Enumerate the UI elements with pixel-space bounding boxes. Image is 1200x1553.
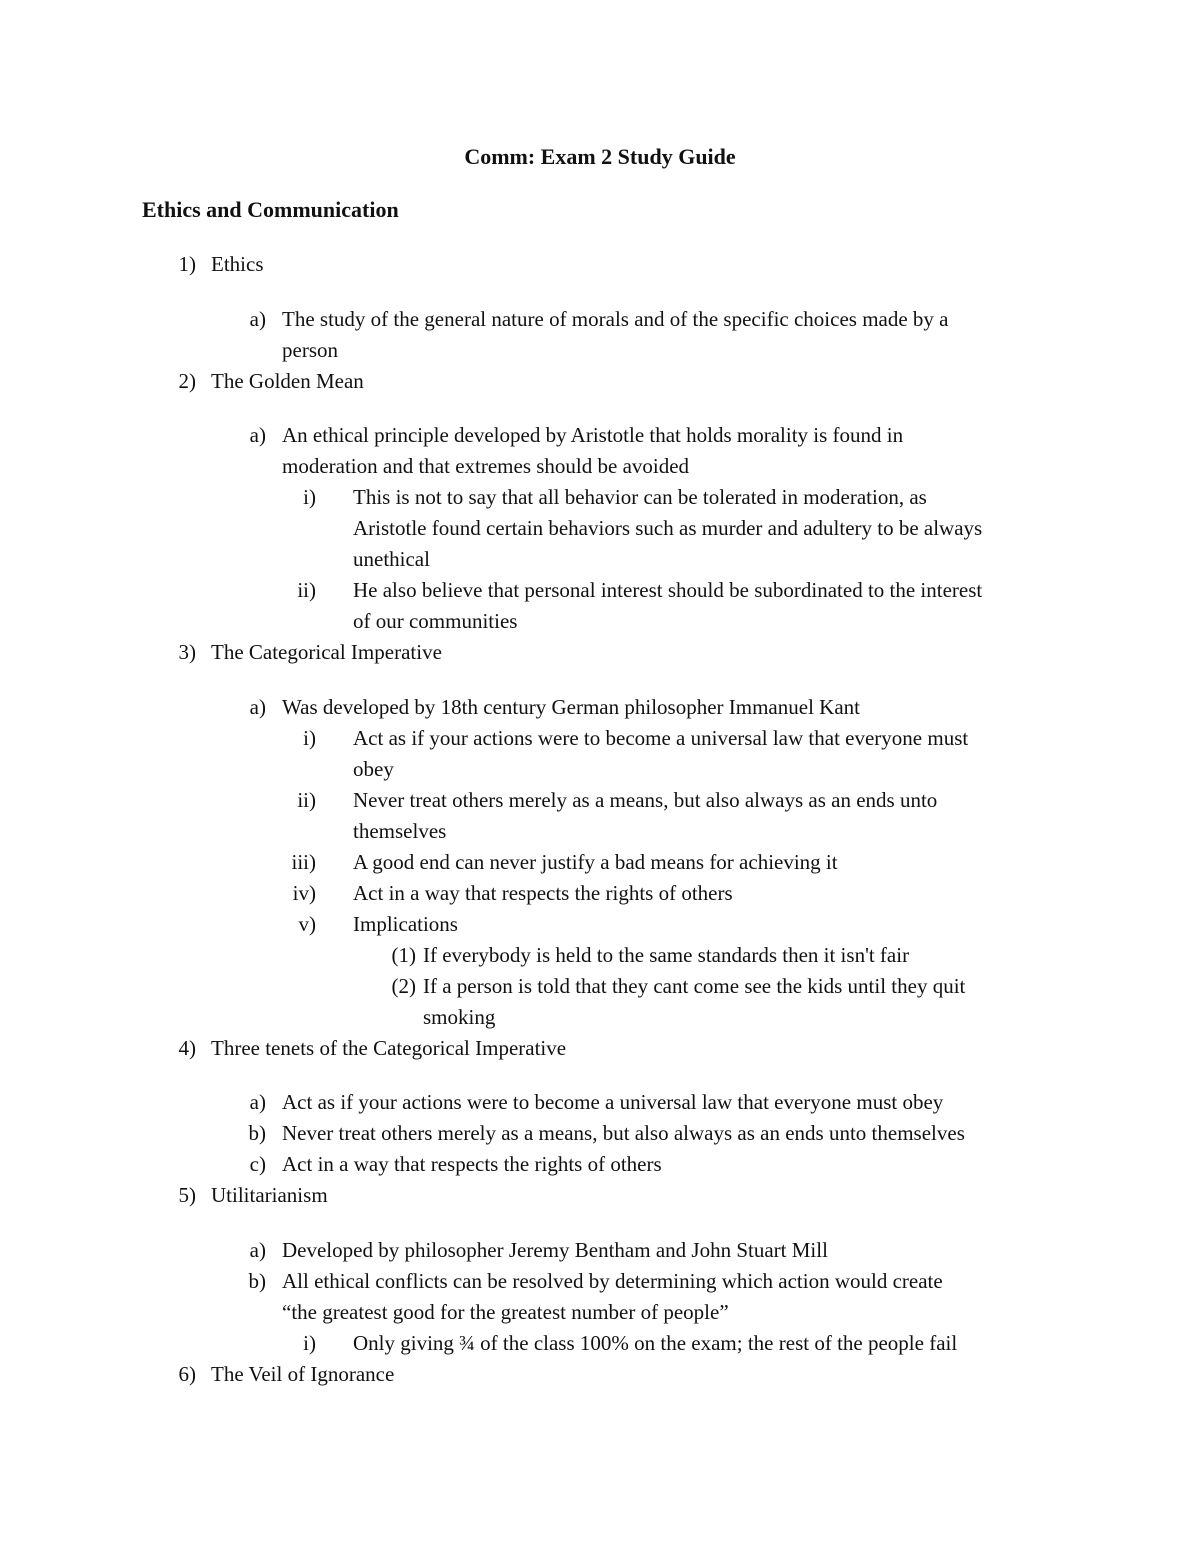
list-marker: 1) <box>178 252 196 276</box>
list-item-text: Act as if your actions were to become a universal law that everyone must <box>353 726 969 750</box>
list-marker: i) <box>303 726 316 750</box>
list-item-text: An ethical principle developed by Aristotle that holds morality is found in <box>282 423 904 447</box>
list-item-text: person <box>282 338 338 362</box>
list-marker: 6) <box>178 1362 196 1386</box>
list-marker: a) <box>249 1090 266 1114</box>
list-marker: i) <box>303 1331 316 1355</box>
list-item-text: The Veil of Ignorance <box>211 1362 395 1386</box>
list-marker: a) <box>249 695 266 719</box>
list-item-text: He also believe that personal interest should be subordinated to the interest <box>353 578 983 602</box>
list-marker: ii) <box>297 788 316 812</box>
list-marker: b) <box>248 1121 266 1145</box>
list-item-text: obey <box>353 757 394 781</box>
list-item-text: smoking <box>423 1005 496 1029</box>
list-marker: c) <box>249 1152 266 1176</box>
list-marker: (2) <box>391 974 416 998</box>
list-marker: iv) <box>292 881 316 905</box>
list-item-text: moderation and that extremes should be avoided <box>282 454 690 478</box>
list-item-text: Utilitarianism <box>211 1183 328 1207</box>
list-item-text: Act in a way that respects the rights of others <box>353 881 733 905</box>
list-item-text: themselves <box>353 819 447 843</box>
list-marker: 3) <box>178 640 196 664</box>
list-item-text: Only giving ¾ of the class 100% on the exam; the rest of the people fail <box>353 1331 958 1355</box>
list-item-text: The Categorical Imperative <box>211 640 442 664</box>
list-item-text: Was developed by 18th century German philosopher Immanuel Kant <box>282 695 860 719</box>
list-item-text: Never treat others merely as a means, but also always as an ends unto <box>353 788 938 812</box>
list-marker: 5) <box>178 1183 196 1207</box>
page-title: Comm: Exam 2 Study Guide <box>464 144 736 169</box>
list-marker: 4) <box>178 1036 196 1060</box>
list-item-text: The Golden Mean <box>211 369 364 393</box>
list-marker: b) <box>248 1269 266 1293</box>
list-item-text: Ethics <box>211 252 264 276</box>
list-marker: a) <box>249 1238 266 1262</box>
list-item-text: Three tenets of the Categorical Imperative <box>211 1036 567 1060</box>
list-item-text: Aristotle found certain behaviors such as murder and adultery to be always <box>353 516 983 540</box>
list-item-text: The study of the general nature of morals and of the specific choices made by a <box>282 307 949 331</box>
list-item-text: unethical <box>353 547 430 571</box>
section-heading: Ethics and Communication <box>142 197 399 222</box>
list-item-text: Implications <box>353 912 458 936</box>
list-marker: ii) <box>297 578 316 602</box>
list-item-text: Never treat others merely as a means, but also always as an ends unto themselves <box>282 1121 965 1145</box>
list-item-text: Developed by philosopher Jeremy Bentham and John Stuart Mill <box>282 1238 828 1262</box>
list-item-text: If a person is told that they cant come see the kids until they quit <box>423 974 966 998</box>
list-marker: a) <box>249 307 266 331</box>
list-marker: 2) <box>178 369 196 393</box>
list-marker: (1) <box>391 943 416 967</box>
list-marker: i) <box>303 485 316 509</box>
list-item-text: This is not to say that all behavior can be tolerated in moderation, as <box>353 485 927 509</box>
list-item-text: “the greatest good for the greatest number of people” <box>282 1300 729 1324</box>
list-item-text: Act as if your actions were to become a universal law that everyone must obey <box>282 1090 944 1114</box>
list-item-text: All ethical conflicts can be resolved by determining which action would create <box>282 1269 943 1293</box>
list-item-text: of our communities <box>353 609 518 633</box>
list-item-text: Act in a way that respects the rights of others <box>282 1152 662 1176</box>
list-marker: a) <box>249 423 266 447</box>
list-item-text: A good end can never justify a bad means for achieving it <box>353 850 838 874</box>
list-item-text: If everybody is held to the same standards then it isn't fair <box>423 943 910 967</box>
list-marker: iii) <box>291 850 316 874</box>
list-marker: v) <box>298 912 316 936</box>
